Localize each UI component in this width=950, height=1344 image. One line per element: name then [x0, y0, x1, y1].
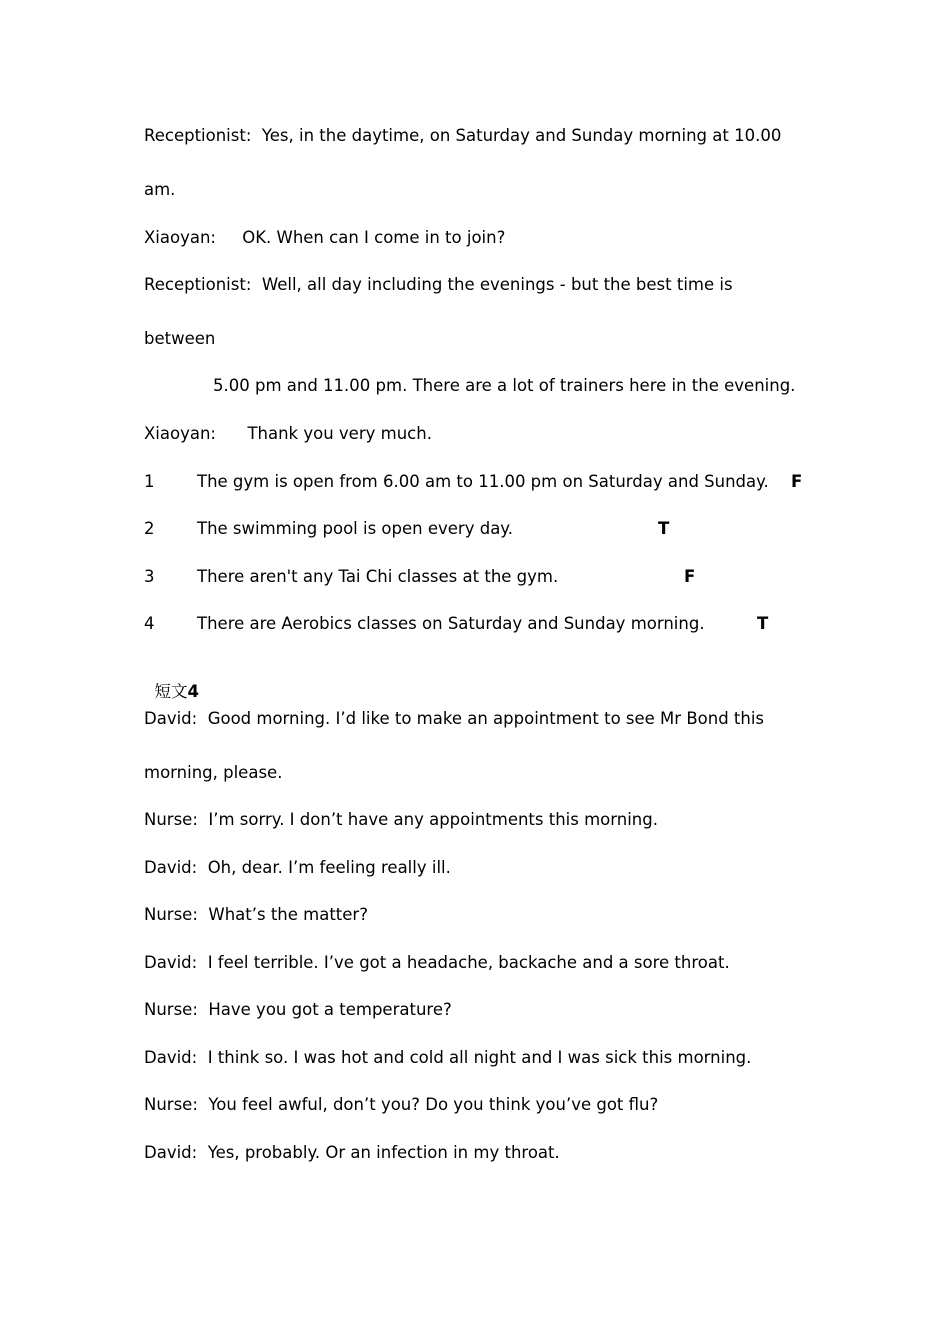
dialogue-line: Nurse: You feel awful, don’t you? Do you think you’ve got flu? [144, 1095, 659, 1114]
dialogue-line: Nurse: What’s the matter? [144, 905, 368, 924]
dialogue-line: David: I think so. I was hot and cold all night and I was sick this morning. [144, 1048, 752, 1067]
dialogue-line: between [144, 329, 216, 348]
dialogue-line: Nurse: I’m sorry. I don’t have any appointments this morning. [144, 810, 658, 829]
statement-answer: T [757, 614, 769, 633]
dialogue-line: David: Yes, probably. Or an infection in my throat. [144, 1143, 560, 1162]
dialogue-line: Receptionist: Well, all day including the evenings - but the best time is [144, 275, 733, 294]
statement-number: 2 [144, 519, 155, 538]
statement-text: There are Aerobics classes on Saturday and Sunday morning. [197, 614, 705, 633]
dialogue-line: David: Good morning. I’d like to make an appointment to see Mr Bond this [144, 709, 765, 728]
dialogue-line: Xiaoyan: OK. When can I come in to join? [144, 228, 506, 247]
section-number: 4 [187, 682, 199, 701]
dialogue-line: am. [144, 180, 176, 199]
statement-number: 1 [144, 472, 155, 491]
section-heading [144, 662, 199, 702]
statement-text: The gym is open from 6.00 am to 11.00 pm on Saturday and Sunday. [197, 472, 769, 491]
dialogue-line: Xiaoyan: Thank you very much. [144, 424, 432, 443]
statement-text: There aren't any Tai Chi classes at the gym. [197, 567, 559, 586]
dialogue-line: Receptionist: Yes, in the daytime, on Saturday and Sunday morning at 10.00 [144, 126, 782, 145]
dialogue-line: 5.00 pm and 11.00 pm. There are a lot of trainers here in the evening. [213, 376, 796, 395]
statement-answer: F [791, 472, 803, 491]
dialogue-line: David: Oh, dear. I’m feeling really ill. [144, 858, 451, 877]
dialogue-line: morning, please. [144, 763, 283, 782]
statement-text: The swimming pool is open every day. [197, 519, 513, 538]
statement-number: 3 [144, 567, 155, 586]
dialogue-line: Nurse: Have you got a temperature? [144, 1000, 452, 1019]
section-label: 短文 [154, 682, 188, 701]
dialogue-line: David: I feel terrible. I’ve got a headache, backache and a sore throat. [144, 953, 730, 972]
statement-answer: T [658, 519, 670, 538]
statement-answer: F [684, 567, 696, 586]
statement-number: 4 [144, 614, 155, 633]
